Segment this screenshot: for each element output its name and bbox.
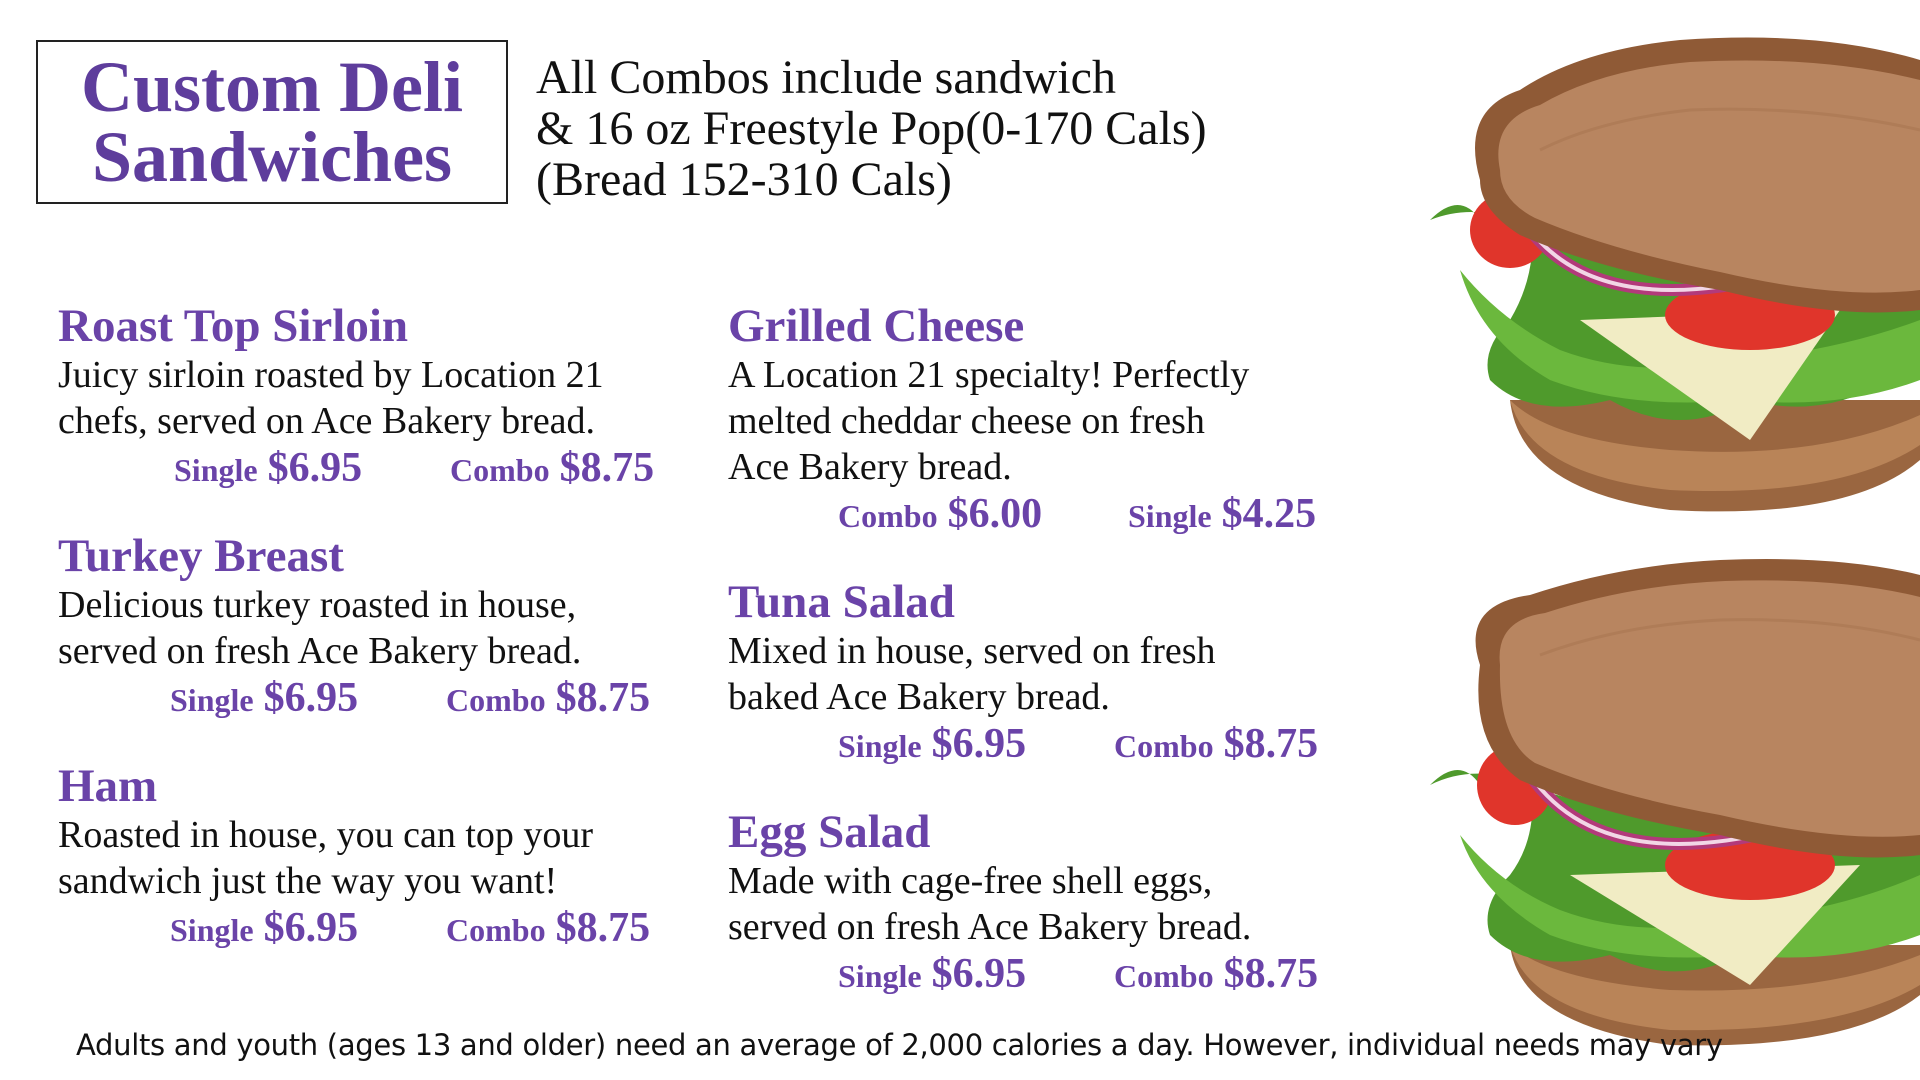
- description-line: sandwich just the way you want!: [58, 860, 558, 902]
- calorie-disclaimer: Adults and youth (ages 13 and older) need an average of 2,000 calories a day. However, individual needs may vary: [76, 1028, 1723, 1062]
- price-amount: $4.25: [1221, 491, 1317, 537]
- price-row: [58, 904, 718, 952]
- price-combo: [446, 904, 650, 952]
- sandwich-image: [1420, 20, 1920, 540]
- price-amount: $8.75: [559, 445, 655, 491]
- price-row: [728, 490, 1388, 538]
- price-label: Single: [170, 912, 254, 948]
- price-label: Single: [174, 452, 258, 488]
- price-row: [58, 674, 718, 722]
- price-amount: $6.95: [931, 721, 1027, 767]
- price-amount: $8.75: [555, 905, 651, 951]
- price-combo: [838, 490, 1042, 538]
- description-line: Mixed in house, served on fresh: [728, 630, 1216, 672]
- price-label: Combo: [1114, 728, 1214, 764]
- price-row: [58, 444, 718, 492]
- price-amount: $8.75: [1223, 951, 1319, 997]
- description-line: Juicy sirloin roasted by Location 21: [58, 354, 604, 396]
- menu-item-grilled-cheese: [728, 300, 1388, 538]
- item-name: Tuna Salad: [728, 576, 955, 628]
- item-name: Grilled Cheese: [728, 300, 1025, 352]
- menu-item-turkey-breast: [58, 530, 718, 722]
- page-title-line-2: Sandwiches: [91, 117, 453, 197]
- title-box: [36, 40, 508, 204]
- price-label: Combo: [446, 912, 546, 948]
- page-title-line-1: Custom Deli: [81, 47, 463, 127]
- price-amount: $8.75: [1223, 721, 1319, 767]
- item-description: [58, 352, 718, 444]
- menu-item-roast-top-sirloin: [58, 300, 718, 492]
- description-line: baked Ace Bakery bread.: [728, 676, 1110, 718]
- price-amount: $6.95: [263, 675, 359, 721]
- item-name: Turkey Breast: [58, 530, 344, 582]
- price-combo: [446, 674, 650, 722]
- price-combo: [450, 444, 654, 492]
- menu-item-egg-salad: [728, 806, 1388, 998]
- description-line: Ace Bakery bread.: [728, 446, 1012, 488]
- price-amount: $6.95: [267, 445, 363, 491]
- description-line: Delicious turkey roasted in house,: [58, 584, 577, 626]
- item-description: [728, 628, 1388, 720]
- item-description: [58, 582, 718, 674]
- item-name: Egg Salad: [728, 806, 931, 858]
- price-amount: $8.75: [555, 675, 651, 721]
- description-line: chefs, served on Ace Bakery bread.: [58, 400, 596, 442]
- item-description: [58, 812, 718, 904]
- price-amount: $6.95: [931, 951, 1027, 997]
- price-single: [174, 444, 362, 492]
- price-label: Single: [838, 958, 922, 994]
- price-label: Combo: [1114, 958, 1214, 994]
- price-single: [170, 904, 358, 952]
- description-line: A Location 21 specialty! Perfectly: [728, 354, 1250, 396]
- price-label: Combo: [450, 452, 550, 488]
- item-name: Roast Top Sirloin: [58, 300, 409, 352]
- description-line: served on fresh Ace Bakery bread.: [728, 906, 1252, 948]
- menu-item-ham: [58, 760, 718, 952]
- price-label: Single: [170, 682, 254, 718]
- price-combo: [1114, 720, 1318, 768]
- price-label: Combo: [446, 682, 546, 718]
- price-label: Single: [1128, 498, 1212, 534]
- price-row: [728, 950, 1388, 998]
- combo-info-line: & 16 oz Freestyle Pop(0-170 Cals): [536, 102, 1207, 155]
- description-line: served on fresh Ace Bakery bread.: [58, 630, 582, 672]
- price-row: [728, 720, 1388, 768]
- item-description: [728, 352, 1388, 490]
- price-single: [1128, 490, 1316, 538]
- description-line: Roasted in house, you can top your: [58, 814, 594, 856]
- price-amount: $6.95: [263, 905, 359, 951]
- sandwich-image: [1420, 545, 1920, 1065]
- price-amount: $6.00: [947, 491, 1043, 537]
- description-line: melted cheddar cheese on fresh: [728, 400, 1205, 442]
- price-single: [170, 674, 358, 722]
- item-name: Ham: [58, 760, 158, 812]
- combo-info-line: All Combos include sandwich: [536, 51, 1116, 104]
- price-single: [838, 720, 1026, 768]
- combo-info-line: (Bread 152-310 Cals): [536, 153, 952, 206]
- item-description: [728, 858, 1388, 950]
- price-label: Single: [838, 728, 922, 764]
- price-combo: [1114, 950, 1318, 998]
- price-single: [838, 950, 1026, 998]
- description-line: Made with cage-free shell eggs,: [728, 860, 1213, 902]
- combo-info: [536, 52, 1207, 205]
- price-label: Combo: [838, 498, 938, 534]
- menu-item-tuna-salad: [728, 576, 1388, 768]
